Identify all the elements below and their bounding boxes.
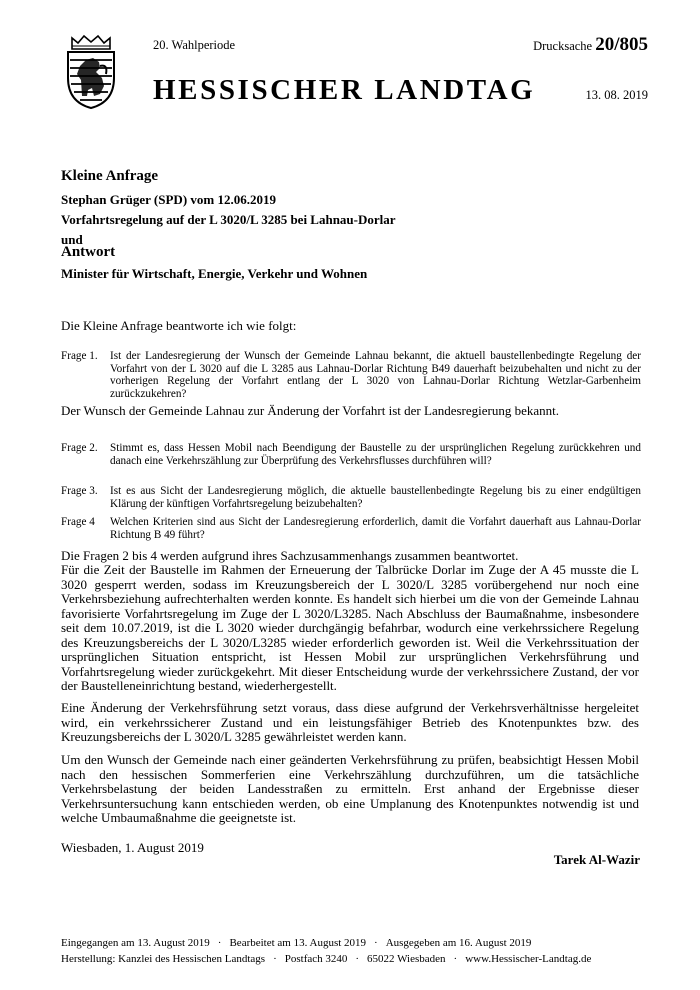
answer-paragraph-1: Für die Zeit der Baustelle im Rahmen der Erneuerung der Talbrücke Dorlar im Zuge der A 45 musste die L 3020 gesperrt werden, sodass im Kreuzungsbereich der L 3020/L 3285 vorübergehend nur noch eine Verkehrsbeziehung aufrechterhalten werden konnte. Es handelt sich hierbei um die von der Gemeinde Lahnau favorisierte Vorfahrtsregelung im Zuge der L 3020/L3285. Nach Abschluss der Baumaßnahme, insbesondere seit dem 10.07.2019, ist die L 3020 wieder durchgängig befahrbar, wodurch eine verkehrssichere Regelung des Kreuzungsbereichs der L 3020/L3285 wieder erforderlich geworden ist. Weil die Verkehrssituation der ursprünglichen Situation entspricht, ist Hessen Mobil zur ursprünglichen Verkehrsführung und Vorfahrtsregelung wieder zurückgekehrt. Mit dieser Entscheidung wurde der verkehrssichere Zustand, der vor der Baustelleneinrichtung bestand, wiederhergestellt. — [61, 562, 639, 693]
separator: · — [355, 953, 360, 965]
postbox: Postfach 3240 — [284, 953, 348, 965]
inquiry-type: Kleine Anfrage — [61, 168, 159, 184]
signature: Tarek Al-Wazir — [553, 852, 640, 867]
answer-1: Der Wunsch der Gemeinde Lahnau zur Änderung der Vorfahrt ist der Landesregierung bekannt. — [61, 403, 559, 418]
website-link[interactable]: www.Hessischer-Landtag.de — [465, 953, 592, 965]
footer-dates — [61, 937, 531, 949]
answering-minister: Minister für Wirtschaft, Energie, Verkehr und Wohnen — [61, 266, 368, 281]
answer-label: Antwort — [61, 244, 116, 260]
received-date: Eingegangen am 13. August 2019 — [61, 937, 210, 949]
place-and-date: Wiesbaden, 1. August 2019 — [61, 840, 204, 855]
separator: · — [453, 953, 458, 965]
question-4 — [61, 516, 641, 541]
wahlperiode: 20. Wahlperiode — [153, 38, 236, 52]
question-label: Frage 4 — [61, 516, 95, 528]
question-text: Ist es aus Sicht der Landesregierung möglich, die aktuelle baustellenbedingte Regelung bis zu einer endgültigen Klärung der künftigen Vorfahrtsregelung beizubehalten? — [110, 485, 641, 510]
city: 65022 Wiesbaden — [367, 953, 446, 965]
inquiry-author: Stephan Grüger (SPD) vom 12.06.2019 — [61, 192, 276, 207]
intro-text: Die Kleine Anfrage beantworte ich wie folgt: — [61, 318, 297, 333]
question-1 — [61, 350, 641, 400]
drucksache-number: 20/805 — [595, 34, 648, 55]
separator: · — [273, 953, 277, 965]
drucksache — [533, 34, 648, 56]
drucksache-label: Drucksache — [533, 39, 593, 53]
question-label: Frage 1. — [61, 350, 98, 362]
answer-paragraph-2: Eine Änderung der Verkehrsführung setzt voraus, dass diese aufgrund der Verkehrsverhältnisse hergeleitet wird, ein verkehrssicherer Zustand und ein leistungsfähiger Betrieb des Knotenpunktes bzw. des Kreuzungsbereichs der L 3020/L 3285 gewährleistet werden kann. — [61, 700, 639, 744]
joint-answer-intro: Die Fragen 2 bis 4 werden aufgrund ihres Sachzusammenhangs zusammen beantwortet. — [61, 548, 519, 563]
conjunction: und — [61, 232, 83, 247]
question-text: Stimmt es, dass Hessen Mobil nach Beendigung der Baustelle zu der ursprünglichen Regelung zurückkehren und danach eine Verkehrszählung zur Überprüfung des Verkehrsflusses durchführen will? — [110, 442, 641, 467]
issued-date: Ausgegeben am 16. August 2019 — [385, 937, 532, 949]
processed-date: Bearbeitet am 13. August 2019 — [229, 937, 367, 949]
question-label: Frage 2. — [61, 442, 98, 454]
question-label: Frage 3. — [61, 485, 98, 497]
separator: · — [374, 937, 378, 949]
question-text: Welchen Kriterien sind aus Sicht der Landesregierung erforderlich, damit die Vorfahrt dauerhaft aus Lahnau-Dorlar Richtung B 49 führt? — [110, 516, 641, 541]
document-date: 13. 08. 2019 — [585, 88, 648, 102]
hessen-coat-of-arms-icon — [62, 34, 120, 110]
question-text: Ist der Landesregierung der Wunsch der Gemeinde Lahnau bekannt, die aktuell baustellenbedingte Regelung der Vorfahrt von der L 3020 auf die L 3285 aus Lahnau-Dorlar Richtung B49 dauerhaft beizubehalten und nicht zu der vorherigen Regelung der Vorfahrt entlang der L 3020 von Lahnau-Dorlar Richtung Wetzlar-Garbenheim zurückzukehren? — [110, 350, 641, 400]
inquiry-subject: Vorfahrtsregelung auf der L 3020/L 3285 bei Lahnau-Dorlar — [61, 212, 396, 227]
question-3 — [61, 485, 641, 510]
question-2 — [61, 442, 641, 467]
separator: · — [217, 937, 222, 949]
parliament-title: HESSISCHER LANDTAG — [153, 74, 536, 106]
footer-producer — [61, 953, 591, 965]
producer: Herstellung: Kanzlei des Hessischen Landtags — [61, 953, 266, 965]
answer-paragraph-3: Um den Wunsch der Gemeinde nach einer geänderten Verkehrsführung zu prüfen, beabsichtigt Hessen Mobil nach den hessischen Sommerferien eine Verkehrszählung durchzuführen, um die tatsächliche Verkehrsbelastung der beiden Landesstraßen zu ermitteln. Erst anhand der Ergebnisse dieser Verkehrsuntersuchung kann entschieden werden, ob eine Umplanung des Knotenpunktes notwendig ist und welche Umbaumaßnahme die geeignetste ist. — [61, 752, 639, 825]
